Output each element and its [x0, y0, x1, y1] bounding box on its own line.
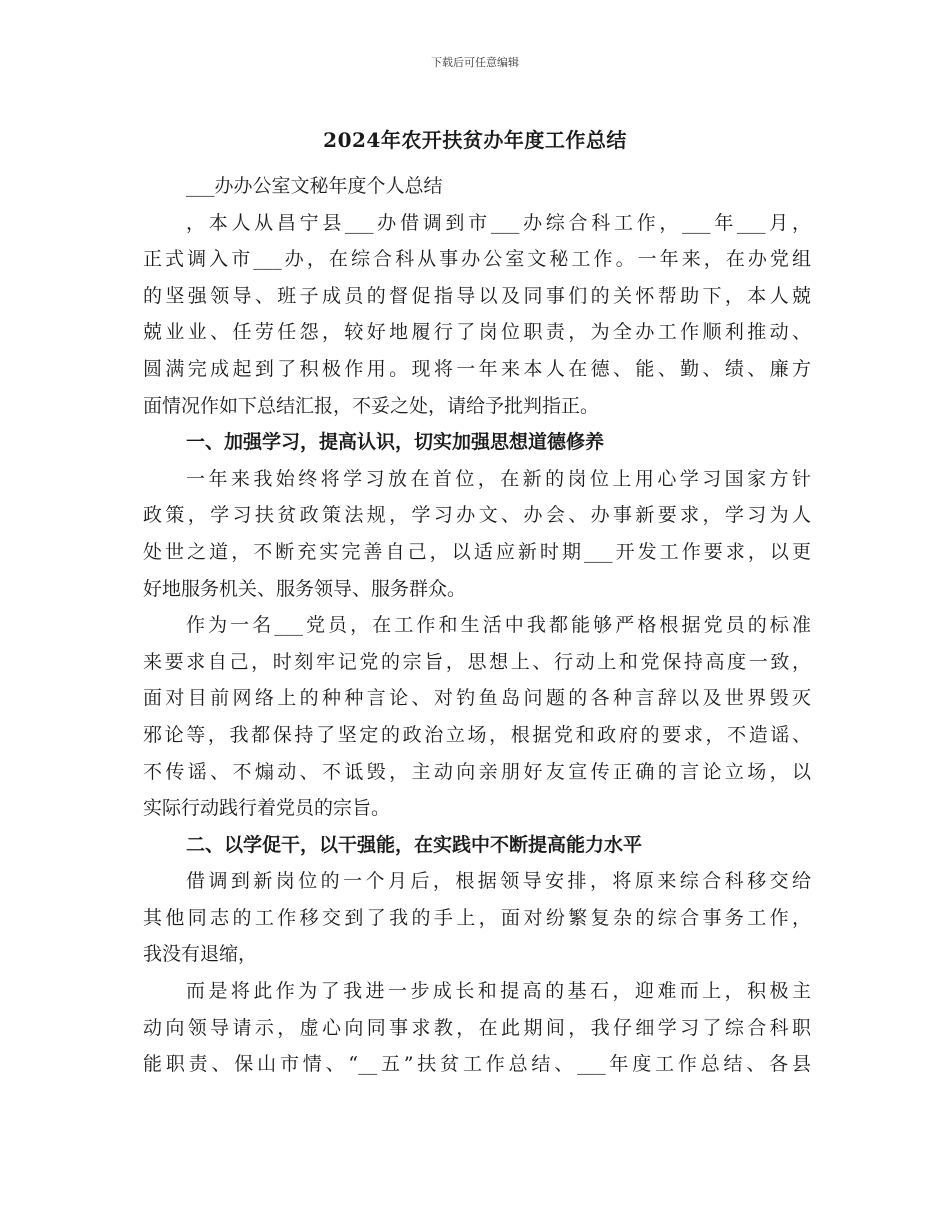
section-heading: 二、以学促干，以干强能，在实践中不断提高能力水平 [186, 833, 643, 856]
body-text-line: 好地服务机关、服务领导、服务群众。 [143, 577, 467, 600]
body-text-line: 处世之道，不断充实完善自己，以适应新时期___开发工作要求，以更 [143, 540, 811, 563]
section-heading: 一、加强学习，提高认识，切实加强思想道德修养 [186, 431, 605, 454]
body-text-line: 来要求自己，时刻牢记党的宗旨，思想上、行动上和党保持高度一致， [143, 650, 811, 673]
body-text-line: 的坚强领导、班子成员的督促指导以及同事们的关怀帮助下，本人兢 [143, 284, 811, 307]
body-text-line: 实际行动践行着党员的宗旨。 [143, 797, 391, 820]
body-text-line: 借调到新岗位的一个月后，根据领导安排，将原来综合科移交给 [186, 870, 811, 893]
body-text-line: 一年来我始终将学习放在首位，在新的岗位上用心学习国家方针 [186, 467, 811, 490]
body-text-line: ___办办公室文秘年度个人总结 [186, 175, 443, 197]
body-text-line: 面对目前网络上的种种言论、对钓鱼岛问题的各种言辞以及世界毁灭 [143, 687, 811, 710]
body-text-line: 兢业业、任劳任怨，较好地履行了岗位职责，为全办工作顺利推动、 [143, 321, 811, 344]
body-text-line: 面情况作如下总结汇报，不妥之处，请给予批判指正。 [143, 394, 600, 417]
body-text-line: 作为一名___党员，在工作和生活中我都能够严格根据党员的标准 [186, 614, 811, 637]
body-text-line: 邪论等，我都保持了坚定的政治立场，根据党和政府的要求，不造谣、 [143, 723, 811, 746]
document-title: 2024年农开扶贫办年度工作总结 [323, 128, 627, 152]
body-text-line: 政策，学习扶贫政策法规，学习办文、办会、办事新要求，学习为人 [143, 504, 811, 527]
body-text-line: 不传谣、不煽动、不诋毁，主动向亲朋好友宣传正确的言论立场，以 [143, 760, 811, 783]
body-text-line: ，本人从昌宁县___办借调到市___办综合科工作，___年___月， [186, 211, 811, 234]
body-text-line: 其他同志的工作移交到了我的手上，面对纷繁复杂的综合事务工作， [143, 906, 811, 929]
body-text-line: 我没有退缩， [143, 943, 258, 966]
body-text-line: 能职责、保山市情、“__五”扶贫工作总结、___年度工作总结、各县 [143, 1053, 811, 1076]
body-text-line: 动向领导请示，虚心向同事求教，在此期间，我仔细学习了综合科职 [143, 1016, 811, 1039]
document-body [143, 168, 811, 1083]
body-text-line: 圆满完成起到了积极作用。现将一年来本人在德、能、勤、绩、廉方 [143, 357, 811, 380]
header-note: 下载后可任意编辑 [431, 56, 519, 69]
body-text-line: 正式调入市___办，在综合科从事办公室文秘工作。一年来，在办党组 [143, 248, 811, 271]
body-text-line: 而是将此作为了我进一步成长和提高的基石，迎难而上，积极主 [186, 980, 811, 1003]
